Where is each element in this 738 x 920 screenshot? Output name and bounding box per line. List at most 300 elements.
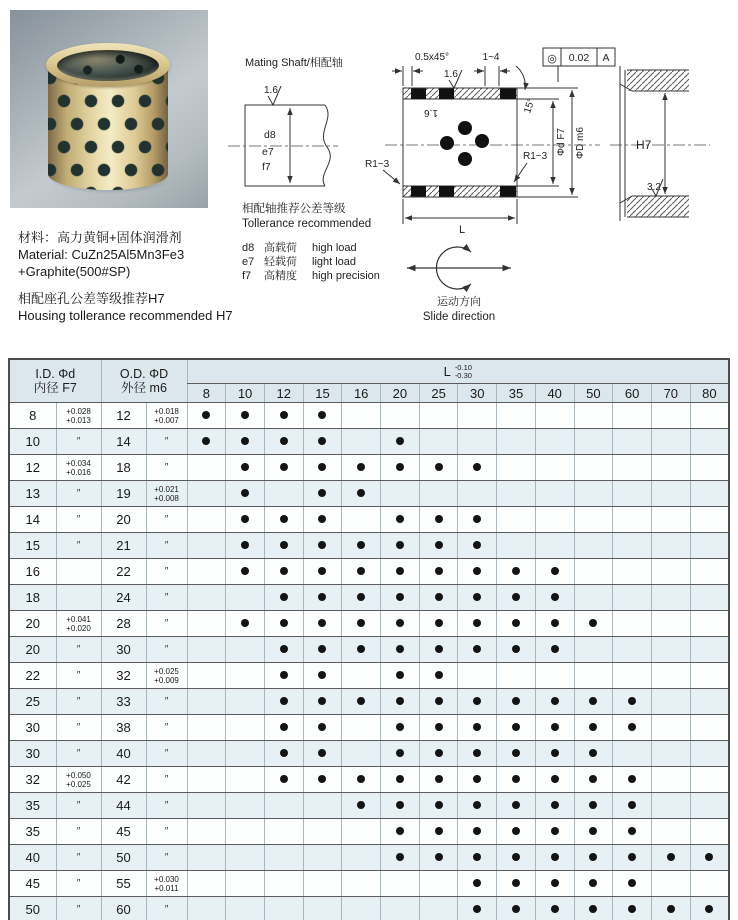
- availability-cell: [458, 403, 497, 429]
- availability-cell: [381, 559, 420, 585]
- availability-cell: [264, 455, 303, 481]
- available-dot-icon: [589, 801, 597, 809]
- availability-cell: [381, 481, 420, 507]
- availability-cell: [613, 871, 652, 897]
- availability-cell: [187, 819, 226, 845]
- availability-cell: [651, 507, 690, 533]
- l-size-header: 10: [226, 384, 265, 403]
- id-tolerance: +0.041 +0.020: [56, 611, 101, 637]
- availability-cell: [535, 663, 574, 689]
- available-dot-icon: [512, 567, 520, 575]
- available-dot-icon: [396, 749, 404, 757]
- available-dot-icon: [280, 723, 288, 731]
- id-value: 25: [9, 689, 56, 715]
- availability-cell: [187, 455, 226, 481]
- ditto-mark: ″: [164, 462, 169, 473]
- availability-cell: [535, 455, 574, 481]
- availability-cell: [497, 559, 536, 585]
- ditto-mark: ″: [164, 644, 169, 655]
- availability-cell: [419, 455, 458, 481]
- availability-cell: [419, 481, 458, 507]
- available-dot-icon: [551, 801, 559, 809]
- available-dot-icon: [705, 853, 713, 861]
- availability-cell: [458, 611, 497, 637]
- plug-block: [500, 88, 516, 99]
- available-dot-icon: [241, 411, 249, 419]
- availability-cell: [226, 611, 265, 637]
- id-tolerance: [56, 533, 101, 559]
- id-tolerance: [56, 871, 101, 897]
- table-row: [9, 741, 729, 767]
- availability-cell: [381, 429, 420, 455]
- availability-cell: [535, 845, 574, 871]
- availability-cell: [613, 897, 652, 920]
- available-dot-icon: [280, 515, 288, 523]
- availability-cell: [342, 663, 381, 689]
- table-row: [9, 819, 729, 845]
- available-dot-icon: [435, 619, 443, 627]
- table-row: [9, 767, 729, 793]
- availability-cell: [458, 429, 497, 455]
- availability-cell: [651, 481, 690, 507]
- availability-cell: [497, 715, 536, 741]
- availability-cell: [187, 845, 226, 871]
- availability-cell: [574, 793, 613, 819]
- availability-cell: [535, 611, 574, 637]
- available-dot-icon: [280, 567, 288, 575]
- availability-cell: [187, 689, 226, 715]
- id-value: 45: [9, 871, 56, 897]
- availability-cell: [690, 507, 729, 533]
- availability-cell: [497, 793, 536, 819]
- availability-cell: [264, 845, 303, 871]
- availability-cell: [651, 663, 690, 689]
- availability-cell: [497, 663, 536, 689]
- available-dot-icon: [551, 723, 559, 731]
- id-tolerance: [56, 793, 101, 819]
- legend-en: high load: [312, 242, 357, 254]
- id-tolerance: +0.028 +0.013: [56, 403, 101, 429]
- availability-cell: [342, 559, 381, 585]
- availability-cell: [458, 715, 497, 741]
- od-tolerance: [146, 533, 187, 559]
- available-dot-icon: [396, 723, 404, 731]
- availability-cell: [458, 845, 497, 871]
- availability-cell: [613, 845, 652, 871]
- legend-fit: d8: [242, 242, 255, 254]
- availability-cell: [264, 637, 303, 663]
- available-dot-icon: [473, 775, 481, 783]
- available-dot-icon: [357, 463, 365, 471]
- ditto-mark: ″: [76, 800, 81, 811]
- availability-cell: [303, 481, 342, 507]
- availability-cell: [226, 663, 265, 689]
- available-dot-icon: [396, 515, 404, 523]
- availability-cell: [187, 715, 226, 741]
- available-dot-icon: [318, 593, 326, 601]
- availability-cell: [458, 559, 497, 585]
- available-dot-icon: [396, 541, 404, 549]
- availability-cell: [303, 715, 342, 741]
- plug-dot: [475, 134, 489, 148]
- availability-cell: [264, 611, 303, 637]
- available-dot-icon: [551, 853, 559, 861]
- availability-cell: [535, 767, 574, 793]
- od-tolerance: +0.021 +0.008: [146, 481, 187, 507]
- availability-cell: [303, 767, 342, 793]
- available-dot-icon: [473, 723, 481, 731]
- available-dot-icon: [435, 827, 443, 835]
- available-dot-icon: [512, 593, 520, 601]
- availability-cell: [651, 819, 690, 845]
- availability-cell: [419, 767, 458, 793]
- available-dot-icon: [473, 541, 481, 549]
- availability-cell: [535, 793, 574, 819]
- od-tolerance: [146, 819, 187, 845]
- ditto-mark: ″: [164, 566, 169, 577]
- available-dot-icon: [357, 593, 365, 601]
- availability-cell: [535, 741, 574, 767]
- table-row: [9, 611, 729, 637]
- id-value: 32: [9, 767, 56, 793]
- availability-cell: [497, 897, 536, 920]
- l-size-header: 60: [613, 384, 652, 403]
- material-line-en1: Material: CuZn25Al5Mn3Fe3: [18, 247, 185, 262]
- available-dot-icon: [357, 541, 365, 549]
- id-tolerance: [56, 429, 101, 455]
- available-dot-icon: [357, 619, 365, 627]
- availability-cell: [574, 897, 613, 920]
- od-tolerance: [146, 793, 187, 819]
- availability-cell: [187, 741, 226, 767]
- availability-cell: [419, 663, 458, 689]
- available-dot-icon: [473, 619, 481, 627]
- od-value: 12: [101, 403, 146, 429]
- od-value: 55: [101, 871, 146, 897]
- availability-cell: [303, 741, 342, 767]
- od-tolerance: [146, 611, 187, 637]
- availability-cell: [690, 403, 729, 429]
- availability-cell: [574, 403, 613, 429]
- od-header: O.D. ΦD 外径 m6: [101, 359, 187, 403]
- table-row: [9, 507, 729, 533]
- availability-cell: [613, 507, 652, 533]
- id-tolerance: +0.050 +0.025: [56, 767, 101, 793]
- ditto-mark: ″: [76, 696, 81, 707]
- housing-line-cn: 相配座孔公差等级推荐H7: [18, 291, 165, 306]
- id-value: 20: [9, 611, 56, 637]
- available-dot-icon: [318, 645, 326, 653]
- availability-cell: [613, 637, 652, 663]
- availability-cell: [574, 767, 613, 793]
- available-dot-icon: [357, 697, 365, 705]
- availability-cell: [264, 715, 303, 741]
- od-tolerance: [146, 689, 187, 715]
- inner-dia-label: Φd F7: [556, 128, 567, 156]
- available-dot-icon: [318, 489, 326, 497]
- availability-cell: [613, 611, 652, 637]
- availability-cell: [458, 819, 497, 845]
- availability-cell: [264, 689, 303, 715]
- availability-cell: [342, 793, 381, 819]
- availability-cell: [381, 455, 420, 481]
- od-value: 19: [101, 481, 146, 507]
- legend-cn: 轻载荷: [264, 256, 297, 268]
- available-dot-icon: [280, 541, 288, 549]
- availability-cell: [535, 429, 574, 455]
- availability-cell: [187, 767, 226, 793]
- availability-cell: [497, 481, 536, 507]
- available-dot-icon: [396, 671, 404, 679]
- availability-cell: [226, 793, 265, 819]
- ditto-mark: ″: [76, 852, 81, 863]
- size-table: [8, 358, 730, 920]
- availability-cell: [264, 585, 303, 611]
- available-dot-icon: [435, 749, 443, 757]
- availability-cell: [690, 793, 729, 819]
- availability-cell: [613, 585, 652, 611]
- id-value: 20: [9, 637, 56, 663]
- availability-cell: [226, 637, 265, 663]
- availability-cell: [419, 429, 458, 455]
- shaft-finish-label: 1.6: [264, 85, 278, 96]
- ditto-mark: ″: [76, 540, 81, 551]
- availability-cell: [690, 689, 729, 715]
- availability-cell: [342, 819, 381, 845]
- availability-cell: [535, 715, 574, 741]
- availability-cell: [458, 741, 497, 767]
- availability-cell: [264, 767, 303, 793]
- availability-cell: [342, 845, 381, 871]
- available-dot-icon: [628, 879, 636, 887]
- available-dot-icon: [512, 749, 520, 757]
- availability-cell: [497, 871, 536, 897]
- available-dot-icon: [357, 645, 365, 653]
- available-dot-icon: [512, 853, 520, 861]
- availability-cell: [535, 897, 574, 920]
- available-dot-icon: [589, 775, 597, 783]
- available-dot-icon: [512, 801, 520, 809]
- available-dot-icon: [589, 905, 597, 913]
- od-value: 28: [101, 611, 146, 637]
- l-size-header: 80: [690, 384, 729, 403]
- availability-cell: [264, 507, 303, 533]
- availability-cell: [690, 559, 729, 585]
- availability-cell: [419, 715, 458, 741]
- availability-cell: [458, 637, 497, 663]
- availability-cell: [303, 871, 342, 897]
- availability-cell: [690, 845, 729, 871]
- available-dot-icon: [512, 879, 520, 887]
- id-tolerance: [56, 689, 101, 715]
- size-table-wrap: [8, 358, 730, 920]
- availability-cell: [497, 689, 536, 715]
- available-dot-icon: [357, 775, 365, 783]
- od-value: 20: [101, 507, 146, 533]
- availability-cell: [613, 403, 652, 429]
- available-dot-icon: [628, 905, 636, 913]
- availability-cell: [497, 741, 536, 767]
- availability-cell: [497, 455, 536, 481]
- available-dot-icon: [280, 697, 288, 705]
- l-size-header: 35: [497, 384, 536, 403]
- availability-cell: [690, 429, 729, 455]
- availability-cell: [226, 585, 265, 611]
- od-value: 42: [101, 767, 146, 793]
- availability-cell: [419, 897, 458, 920]
- availability-cell: [690, 741, 729, 767]
- available-dot-icon: [318, 437, 326, 445]
- availability-cell: [264, 403, 303, 429]
- table-row: [9, 845, 729, 871]
- available-dot-icon: [241, 437, 249, 445]
- plug-block: [439, 186, 454, 197]
- availability-cell: [303, 429, 342, 455]
- table-row: [9, 403, 729, 429]
- availability-cell: [381, 715, 420, 741]
- availability-cell: [226, 507, 265, 533]
- availability-cell: [535, 533, 574, 559]
- angle-arc: [516, 66, 525, 90]
- slide-label-cn: 运动方向: [437, 296, 481, 308]
- od-value: 14: [101, 429, 146, 455]
- available-dot-icon: [318, 749, 326, 757]
- slide-direction-icon: [407, 247, 511, 323]
- fit-e7: e7: [262, 146, 274, 158]
- availability-cell: [381, 767, 420, 793]
- available-dot-icon: [473, 593, 481, 601]
- availability-cell: [613, 741, 652, 767]
- od-value: 50: [101, 845, 146, 871]
- available-dot-icon: [280, 671, 288, 679]
- table-row: [9, 689, 729, 715]
- angle-label: 15°: [522, 97, 538, 115]
- id-tolerance: [56, 845, 101, 871]
- id-value: 15: [9, 533, 56, 559]
- availability-cell: [613, 715, 652, 741]
- od-value: 21: [101, 533, 146, 559]
- availability-cell: [381, 403, 420, 429]
- product-photo: [10, 10, 208, 208]
- availability-cell: [187, 871, 226, 897]
- id-tolerance: [56, 819, 101, 845]
- plug-depth-label: 1~4: [482, 52, 500, 63]
- available-dot-icon: [435, 645, 443, 653]
- id-value: 8: [9, 403, 56, 429]
- slide-label-en: Slide direction: [422, 311, 496, 323]
- id-value: 35: [9, 793, 56, 819]
- available-dot-icon: [396, 463, 404, 471]
- available-dot-icon: [318, 619, 326, 627]
- available-dot-icon: [667, 905, 675, 913]
- od-value: 32: [101, 663, 146, 689]
- availability-cell: [419, 559, 458, 585]
- availability-cell: [651, 871, 690, 897]
- available-dot-icon: [396, 645, 404, 653]
- ditto-mark: ″: [164, 514, 169, 525]
- material-line-cn: 材料：高力黄铜+固体润滑剂: [18, 230, 182, 245]
- availability-cell: [535, 689, 574, 715]
- availability-cell: [303, 533, 342, 559]
- available-dot-icon: [473, 645, 481, 653]
- od-tolerance: [146, 585, 187, 611]
- section-drawing: [365, 48, 615, 236]
- available-dot-icon: [628, 775, 636, 783]
- available-dot-icon: [396, 697, 404, 705]
- housing-finish-label: 3.2: [647, 182, 661, 193]
- id-value: 16: [9, 559, 56, 585]
- shaft-drawing: [228, 55, 380, 282]
- available-dot-icon: [435, 801, 443, 809]
- housing-hatch-bottom: [627, 196, 689, 217]
- available-dot-icon: [628, 853, 636, 861]
- availability-cell: [458, 507, 497, 533]
- availability-cell: [458, 793, 497, 819]
- available-dot-icon: [628, 697, 636, 705]
- available-dot-icon: [473, 905, 481, 913]
- leader-line: [514, 163, 527, 182]
- plug-block: [411, 186, 426, 197]
- available-dot-icon: [512, 775, 520, 783]
- availability-cell: [187, 559, 226, 585]
- availability-cell: [187, 611, 226, 637]
- availability-cell: [497, 819, 536, 845]
- od-tolerance: [146, 741, 187, 767]
- availability-cell: [419, 819, 458, 845]
- legend-cn: 高精度: [264, 270, 297, 282]
- availability-cell: [651, 715, 690, 741]
- availability-cell: [226, 741, 265, 767]
- od-value: 24: [101, 585, 146, 611]
- available-dot-icon: [241, 463, 249, 471]
- availability-cell: [303, 403, 342, 429]
- availability-cell: [303, 845, 342, 871]
- available-dot-icon: [473, 749, 481, 757]
- section-outline: [403, 88, 517, 197]
- availability-cell: [419, 507, 458, 533]
- availability-cell: [535, 481, 574, 507]
- od-tolerance: [146, 559, 187, 585]
- ditto-mark: ″: [76, 748, 81, 759]
- id-tolerance: [56, 481, 101, 507]
- availability-cell: [613, 689, 652, 715]
- available-dot-icon: [589, 749, 597, 757]
- ditto-mark: ″: [164, 800, 169, 811]
- available-dot-icon: [318, 411, 326, 419]
- chamfer-label: 0.5x45°: [414, 52, 450, 63]
- od-tolerance: [146, 767, 187, 793]
- housing-drawing: [610, 66, 710, 221]
- available-dot-icon: [280, 437, 288, 445]
- available-dot-icon: [628, 723, 636, 731]
- available-dot-icon: [551, 749, 559, 757]
- availability-cell: [342, 897, 381, 920]
- available-dot-icon: [280, 463, 288, 471]
- plug-dot: [458, 152, 472, 166]
- availability-cell: [613, 819, 652, 845]
- availability-cell: [187, 585, 226, 611]
- availability-cell: [187, 637, 226, 663]
- availability-cell: [497, 845, 536, 871]
- availability-cell: [535, 559, 574, 585]
- available-dot-icon: [435, 463, 443, 471]
- available-dot-icon: [318, 567, 326, 575]
- l-size-header: 20: [381, 384, 420, 403]
- l-size-header: 12: [264, 384, 303, 403]
- availability-cell: [613, 663, 652, 689]
- availability-cell: [381, 611, 420, 637]
- available-dot-icon: [357, 489, 365, 497]
